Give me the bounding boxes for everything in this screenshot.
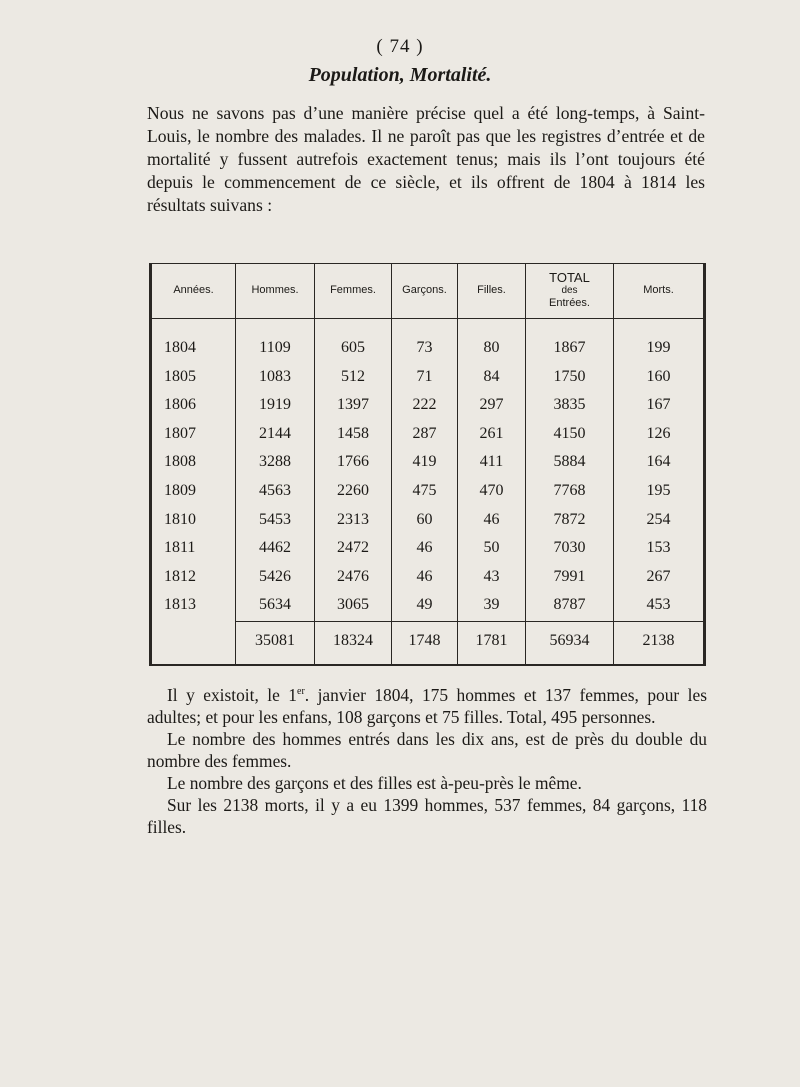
table-rule-bottom xyxy=(149,664,706,666)
table-row xyxy=(149,421,709,447)
cell-entrees: 7991 xyxy=(553,567,586,585)
cell-hommes: 5453 xyxy=(259,510,291,528)
cell-entrees: 3835 xyxy=(553,396,586,414)
cell-morts: 267 xyxy=(646,567,671,585)
cell-annee: 1804 xyxy=(164,339,196,356)
header-label: Filles. xyxy=(477,284,506,296)
cell-entrees: 1750 xyxy=(553,367,586,385)
cell-filles: 470 xyxy=(479,482,504,499)
cell-entrees: 4150 xyxy=(553,424,586,442)
header-label: Hommes. xyxy=(251,284,299,296)
cell-annee: 1809 xyxy=(164,482,196,499)
total-garcons: 1748 xyxy=(408,632,441,649)
cell-femmes: 2313 xyxy=(337,510,369,528)
statistics-table xyxy=(149,263,709,1063)
paragraph-text: . janvier 1804, 175 hommes et 137 femmes, pour les adultes; et pour les enfans, 108 garçons et 75 filles. Total, 495 personnes. xyxy=(147,685,707,727)
cell-hommes: 4563 xyxy=(259,482,291,499)
paragraph-text: Il y existoit, le 1 xyxy=(167,685,297,705)
header-annees xyxy=(152,263,235,318)
cell-hommes: 3288 xyxy=(259,453,291,471)
table-row xyxy=(149,478,709,504)
cell-annee: 1812 xyxy=(164,567,196,585)
header-morts xyxy=(614,263,703,318)
cell-filles: 43 xyxy=(483,567,500,585)
cell-garcons: 60 xyxy=(416,510,433,528)
cell-filles: 261 xyxy=(479,424,504,442)
table-frame xyxy=(149,263,709,669)
cell-femmes: 3065 xyxy=(337,596,369,614)
table-row xyxy=(149,564,709,590)
paragraph-men-women: Le nombre des hommes entrés dans les dix ans, est de près du double du nombre des femmes. xyxy=(147,729,707,771)
cell-hommes: 1083 xyxy=(259,367,291,385)
header-label: Femmes. xyxy=(330,284,376,296)
cell-morts: 199 xyxy=(646,339,671,356)
cell-morts: 126 xyxy=(646,424,671,442)
cell-entrees: 1867 xyxy=(553,339,586,356)
cell-filles: 50 xyxy=(483,539,500,557)
cell-garcons: 222 xyxy=(412,396,437,414)
cell-entrees: 5884 xyxy=(553,453,586,471)
header-femmes xyxy=(315,263,391,318)
cell-annee: 1811 xyxy=(164,539,196,557)
cell-annee: 1806 xyxy=(164,396,196,414)
cell-garcons: 475 xyxy=(412,482,437,499)
cell-filles: 411 xyxy=(479,453,504,471)
cell-filles: 84 xyxy=(483,367,500,385)
header-hommes xyxy=(236,263,314,318)
cell-filles: 80 xyxy=(483,339,500,356)
cell-femmes: 605 xyxy=(341,339,365,356)
cell-femmes: 2260 xyxy=(337,482,369,499)
table-rule-header xyxy=(149,318,706,319)
cell-femmes: 1766 xyxy=(337,453,369,471)
header-filles xyxy=(458,263,525,318)
cell-femmes: 1458 xyxy=(337,424,369,442)
cell-morts: 153 xyxy=(646,539,671,557)
cell-entrees: 7872 xyxy=(553,510,586,528)
table-row xyxy=(149,592,709,618)
table-row xyxy=(149,364,709,390)
cell-annee: 1813 xyxy=(164,596,196,614)
cell-hommes: 5634 xyxy=(259,596,291,614)
cell-morts: 453 xyxy=(646,596,671,614)
total-entrees: 56934 xyxy=(549,632,590,649)
cell-filles: 297 xyxy=(479,396,504,414)
table-row xyxy=(149,392,709,418)
cell-morts: 164 xyxy=(646,453,671,471)
cell-annee: 1808 xyxy=(164,453,196,471)
cell-garcons: 287 xyxy=(412,424,437,442)
cell-garcons: 73 xyxy=(416,339,433,356)
paragraph-boys-girls: Le nombre des garçons et des filles est à-peu-près le même. xyxy=(167,773,582,793)
cell-entrees: 7768 xyxy=(553,482,586,499)
paragraph-census xyxy=(147,684,707,728)
total-hommes: 35081 xyxy=(255,632,295,649)
cell-filles: 39 xyxy=(483,596,500,614)
cell-garcons: 46 xyxy=(416,539,433,557)
cell-garcons: 419 xyxy=(412,453,437,471)
total-filles: 1781 xyxy=(475,632,508,649)
total-femmes: 18324 xyxy=(333,632,373,649)
cell-hommes: 2144 xyxy=(259,424,291,442)
cell-garcons: 71 xyxy=(416,367,433,385)
cell-morts: 254 xyxy=(646,510,671,528)
cell-hommes: 4462 xyxy=(259,539,291,557)
superscript: er xyxy=(297,686,305,698)
cell-femmes: 512 xyxy=(341,367,365,385)
cell-garcons: 49 xyxy=(416,596,433,614)
cell-hommes: 5426 xyxy=(259,567,291,585)
cell-femmes: 2476 xyxy=(337,567,369,585)
cell-entrees: 7030 xyxy=(553,539,586,557)
header-label: Années. xyxy=(173,284,214,296)
header-label: des xyxy=(561,285,578,296)
page-number: ( 74 ) xyxy=(376,36,424,57)
paragraph-deaths: Sur les 2138 morts, il y a eu 1399 hommes, 537 femmes, 84 garçons, 118 filles. xyxy=(147,795,707,837)
cell-annee: 1807 xyxy=(164,424,196,442)
cell-femmes: 1397 xyxy=(337,396,369,414)
table-row xyxy=(149,507,709,533)
cell-morts: 195 xyxy=(646,482,671,499)
header-label: Morts. xyxy=(643,284,674,296)
cell-entrees: 8787 xyxy=(553,596,586,614)
cell-femmes: 2472 xyxy=(337,539,369,557)
closing-paragraphs xyxy=(147,684,707,838)
intro-paragraph: Nous ne savons pas d’une manière précise quel a été long-temps, à Saint-Louis, le nombre des malades. Il ne paroît pas que les registres d’entrée et de mortalité y fussent autrefois exactement tenus; mais ils l’ont toujours été depuis le commencement de ce siècle, et ils offrent de 1804 à 1814 les résultats suivans : xyxy=(147,103,705,215)
table-row xyxy=(149,449,709,475)
total-morts: 2138 xyxy=(642,632,675,649)
header-label: TOTAL xyxy=(549,270,590,285)
cell-filles: 46 xyxy=(483,510,500,528)
cell-annee: 1810 xyxy=(164,510,196,528)
cell-garcons: 46 xyxy=(416,567,433,585)
table-row xyxy=(149,535,709,561)
table-rule-totals xyxy=(235,621,706,622)
cell-hommes: 1919 xyxy=(259,396,291,414)
cell-annee: 1805 xyxy=(164,367,196,385)
section-title: Population, Mortalité. xyxy=(308,64,492,86)
header-garcons xyxy=(392,263,457,318)
cell-morts: 167 xyxy=(646,396,671,414)
cell-morts: 160 xyxy=(646,367,671,385)
table-row xyxy=(149,335,709,361)
totals-row xyxy=(149,628,709,654)
header-label: Entrées. xyxy=(549,297,590,309)
header-total-entrees xyxy=(526,263,613,318)
header-label: Garçons. xyxy=(402,284,447,296)
cell-hommes: 1109 xyxy=(259,339,291,356)
